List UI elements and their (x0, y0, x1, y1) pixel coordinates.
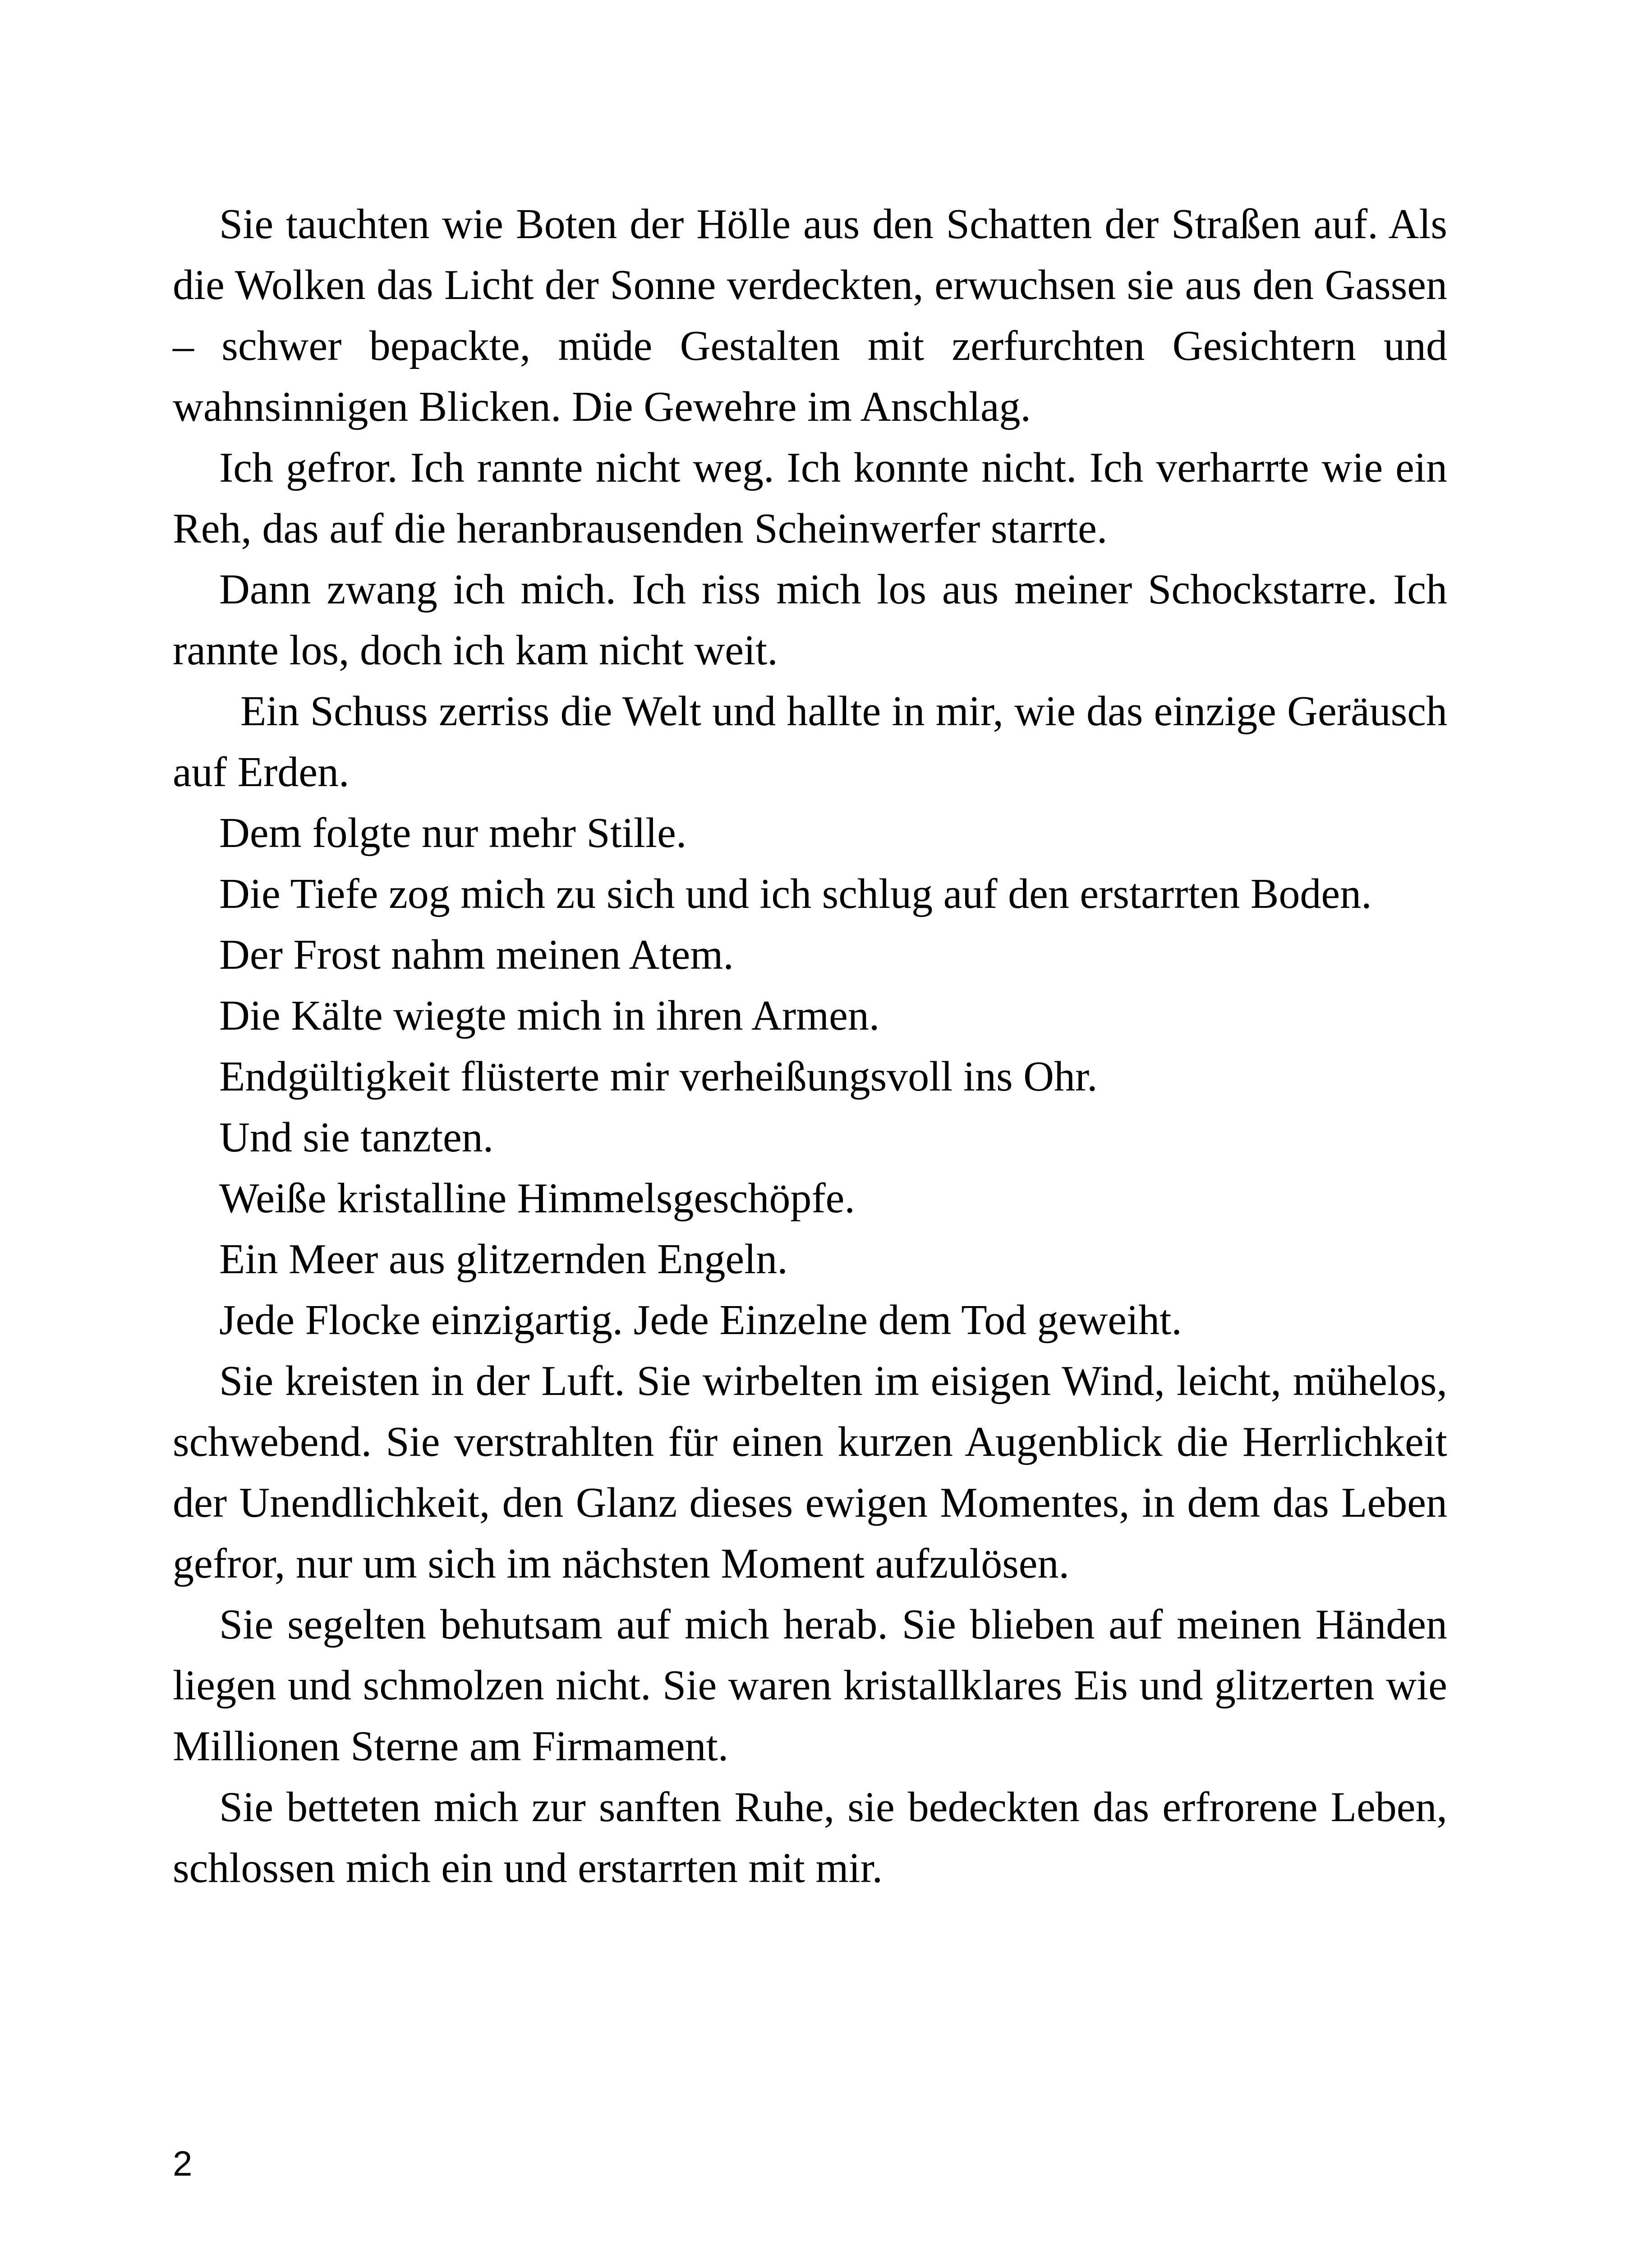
paragraph: Sie segelten behutsam auf mich herab. Sie blieben auf meinen Händen liegen und schmolzen nicht. Sie waren kristallklares Eis und glitzerten wie Millionen Sterne am Firmament. (173, 1601, 1447, 1770)
paragraph: Ein Meer aus glitzernden Engeln. (219, 1236, 788, 1283)
body-text (173, 194, 1447, 1899)
paragraph: Die Kälte wiegte mich in ihren Armen. (219, 992, 880, 1039)
paragraph: Ein Schuss zerriss die Welt und hallte in mir, wie das einzige Geräusch auf Erden. (173, 688, 1447, 796)
paragraph: Der Frost nahm meinen Atem. (219, 931, 734, 978)
paragraph: Weiße kristalline Himmelsgeschöpfe. (219, 1175, 855, 1222)
paragraph: Dann zwang ich mich. Ich riss mich los aus meiner Schockstarre. Ich rannte los, doch ich kam nicht weit. (173, 566, 1447, 674)
paragraph: Sie tauchten wie Boten der Hölle aus den Schatten der Straßen auf. Als die Wolken das Licht der Sonne verdeckten, erwuchsen sie aus den Gassen – schwer bepackte, müde Gestalten mit zerfurchten Gesichtern und wahnsinnigen Blicken. Die Gewehre im Anschlag. (173, 201, 1447, 430)
paragraph: Sie kreisten in der Luft. Sie wirbelten im eisigen Wind, leicht, mühelos, schwebend. Sie verstrahlten für einen kurzen Augenblick die Herrlichkeit der Unendlichkeit, den Glanz dieses ewigen Momentes, in dem das Leben gefror, nur um sich im nächsten Moment aufzulösen. (173, 1358, 1447, 1587)
paragraph: Endgültigkeit flüsterte mir verheißungsvoll ins Ohr. (219, 1053, 1098, 1100)
paragraph: Sie betteten mich zur sanften Ruhe, sie bedeckten das erfrorene Leben, schlossen mich ein und erstarrten mit mir. (173, 1784, 1447, 1891)
page-number: 2 (173, 2144, 193, 2183)
paragraph: Die Tiefe zog mich zu sich und ich schlug auf den erstarrten Boden. (219, 870, 1372, 917)
paragraph: Und sie tanzten. (219, 1114, 494, 1161)
paragraph: Jede Flocke einzigartig. Jede Einzelne dem Tod geweiht. (219, 1297, 1182, 1344)
paragraph: Dem folgte nur mehr Stille. (219, 810, 687, 856)
paragraph: Ich gefror. Ich rannte nicht weg. Ich konnte nicht. Ich verharrte wie ein Reh, das auf die heranbrausenden Scheinwerfer starrte. (173, 444, 1447, 552)
